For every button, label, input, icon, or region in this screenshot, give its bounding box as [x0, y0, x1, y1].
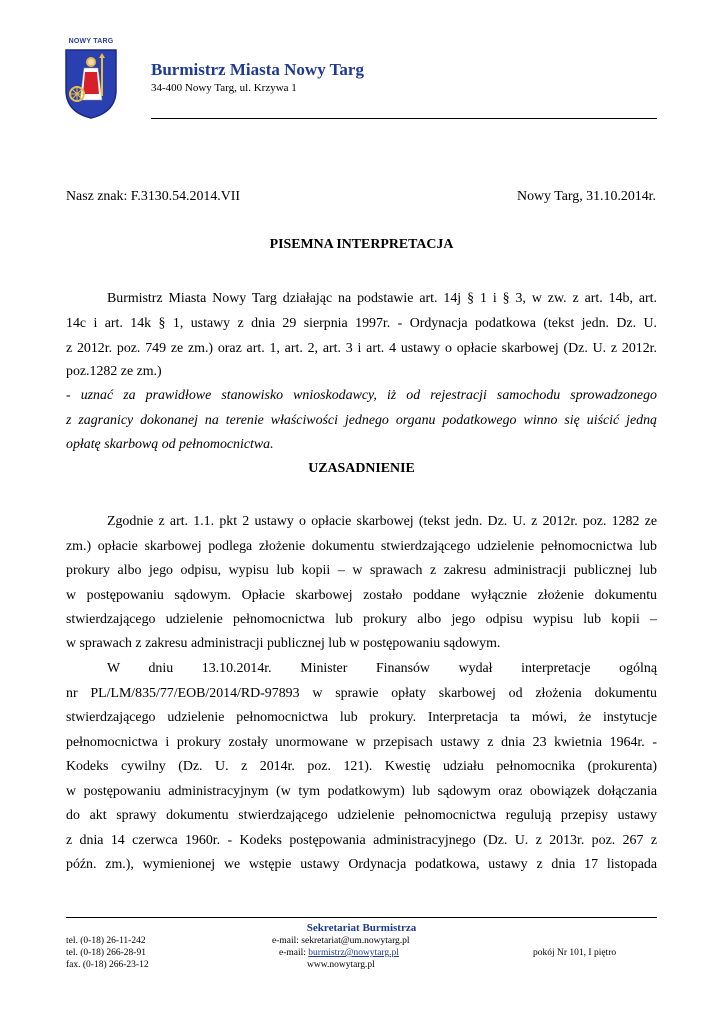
- footer-title: Sekretariat Burmistrza: [306, 922, 417, 934]
- paragraph-line: nr PL/LM/835/77/EOB/2014/RD-97893 w sprawie opłaty skarbowej od złożenia dokumentu: [66, 686, 657, 701]
- phone-2: tel. (0-18) 266-28-91: [66, 948, 146, 958]
- paragraph-line: W dniu 13.10.2014r. Minister Finansów wydał interpretacje ogólną: [107, 661, 657, 676]
- paragraph-line: Zgodnie z art. 1.1. pkt 2 ustawy o opłacie skarbowej (tekst jedn. Dz. U. z 2012r. poz. 1282 ze: [107, 514, 657, 529]
- paragraph-line: zm.) opłacie skarbowej podlega złożenie dokumentu stwierdzającego udzielenie pełnomocnictwa lub: [66, 539, 657, 554]
- paragraph-line: do akt sprawy dokumentu stwierdzającego udzielenie pełnomocnictwa regulują przepisy ustawy: [66, 808, 657, 823]
- email-mayor: [279, 948, 399, 958]
- paragraph-line: Burmistrz Miasta Nowy Targ działając na podstawie art. 14j § 1 i § 3, w zw. z art. 14b, art.: [107, 291, 657, 306]
- decision-line: - uznać za prawidłowe stanowisko wnioskodawcy, iż od rejestracji samochodu sprowadzonego: [66, 388, 657, 403]
- place-date: Nowy Targ, 31.10.2014r.: [517, 189, 656, 204]
- paragraph-line: w sprawach z zakresu administracji publicznej lub w postępowaniu sądowym.: [66, 636, 501, 651]
- email-prefix: e-mail:: [279, 948, 309, 958]
- fax: fax. (0-18) 266-23-12: [66, 960, 149, 970]
- decision-line: z zagranicy dokonanej na terenie właściwości jednego organu podatkowego winno się uiścić jedną: [66, 413, 657, 428]
- reference-number: Nasz znak: F.3130.54.2014.VII: [66, 189, 241, 204]
- paragraph-line: pełnomocnictwa i prokury zostały unormowane w przepisach ustawy z dnia 23 kwietnia 1964r. -: [66, 735, 657, 750]
- city-crest: [60, 38, 122, 120]
- footer-divider: [66, 917, 657, 918]
- email-mayor-link[interactable]: burmistrz@nowytarg.pl: [308, 948, 399, 958]
- paragraph-line: z 2012r. poz. 749 ze zm.) oraz art. 1, art. 2, art. 3 i art. 4 ustawy o opłacie skarbowej (Dz. U. z 2012r.: [66, 341, 657, 356]
- paragraph-line: w postępowaniu administracyjnym (w tym podatkowym) lub sądowym oraz obowiązek dołączania: [66, 784, 657, 799]
- office-address: 34-400 Nowy Targ, ul. Krzywa 1: [151, 82, 297, 94]
- justification-heading: UZASADNIENIE: [308, 461, 415, 476]
- office-title: Burmistrz Miasta Nowy Targ: [151, 60, 364, 79]
- paragraph-line: stwierdzającego udzielenie pełnomocnictwa lub prokury albo jego odpisu wypisu lub kopii –: [66, 612, 657, 627]
- crest-caption: NOWY TARG: [68, 38, 114, 45]
- coat-of-arms-icon: [64, 48, 118, 120]
- paragraph-line: poz.1282 ze zm.): [66, 364, 162, 379]
- paragraph-line: z dnia 14 czerwca 1960r. - Kodeks postępowania administracyjnego (Dz. U. z 2013r. poz. 267 z: [66, 833, 657, 848]
- decision-line: opłatę skarbową od pełnomocnictwa.: [66, 437, 274, 452]
- header-divider: [151, 118, 657, 119]
- website-link[interactable]: www.nowytarg.pl: [307, 960, 375, 970]
- paragraph-line: późn. zm.), wymienionej we wstępie ustawy Ordynacja podatkowa, ustawy z dnia 17 listopada: [66, 857, 657, 872]
- email-secretariat: e-mail: sekretariat@um.nowytarg.pl: [272, 936, 410, 946]
- paragraph-line: w postępowaniu sądowym. Opłacie skarbowej zostało poddane wyłącznie złożenie dokumentu: [66, 588, 657, 603]
- document-title: PISEMNA INTERPRETACJA: [269, 237, 454, 252]
- paragraph-line: 14c i art. 14k § 1, ustawy z dnia 29 sierpnia 1997r. - Ordynacja podatkowa (tekst jedn. Dz. U.: [66, 316, 657, 331]
- paragraph-line: Kodeks cywilny (Dz. U. z 2014r. poz. 121). Kwestię udziału pełnomocnika (prokurenta): [66, 759, 657, 774]
- room-info: pokój Nr 101, I piętro: [533, 948, 617, 958]
- paragraph-line: stwierdzającego udzielenie pełnomocnictwa lub prokury. Interpretacja ta mówi, że instytucje: [66, 710, 657, 725]
- phone-1: tel. (0-18) 26-11-242: [66, 936, 146, 946]
- paragraph-line: prokury albo jego odpisu, wypisu lub kopii – w sprawach z zakresu administracji publicznej lub: [66, 563, 657, 578]
